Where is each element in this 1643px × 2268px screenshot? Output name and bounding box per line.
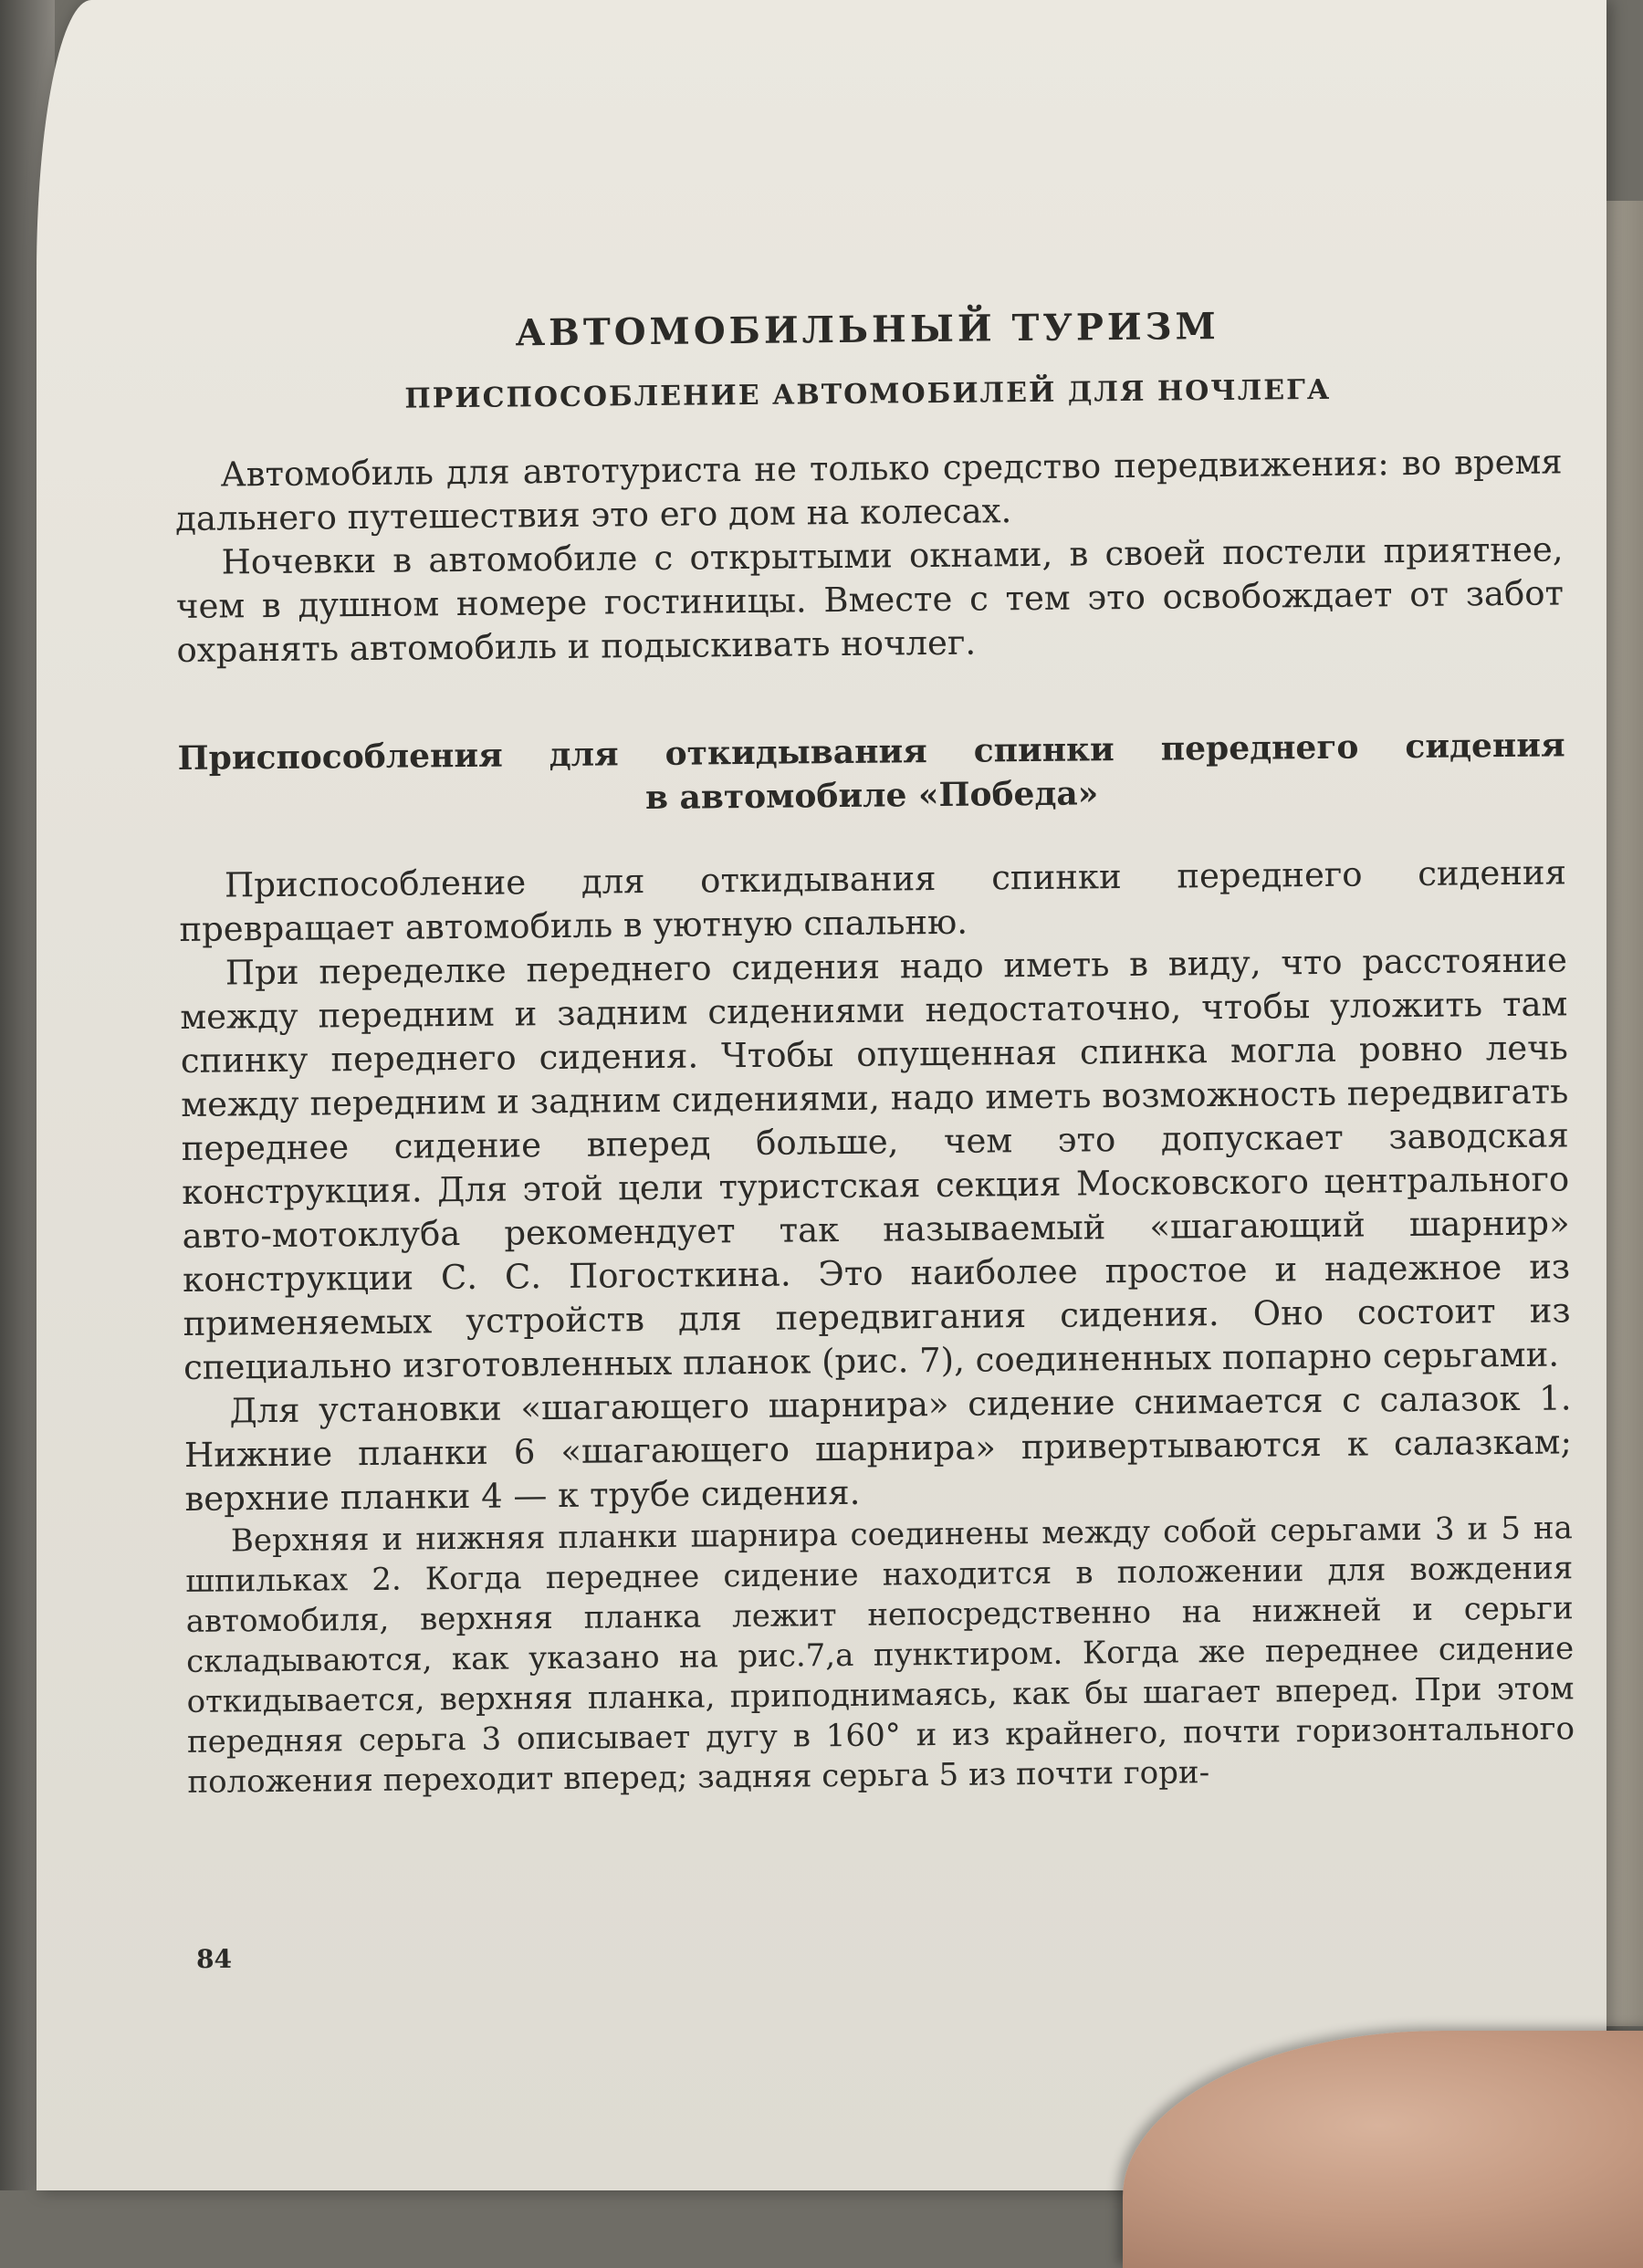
body-paragraph-4: Верхняя и нижняя планки шарнира соединены между собой серьгами 3 и 5 на шпильках 2. Когда переднее сидение находится в положении для вождения автомобиля, верхняя планка лежит непосредственно на нижней и серьги складываются, как указано на рис.7,а пунктиром. Когда же переднее сидение откидывается, верхняя планка, приподнимаясь, как бы шагает вперед. При этом передняя серьга 3 описывает дугу в 160° и из крайнего, почти горизонтального положения переходит вперед; задняя серьга 5 из почти гори- xyxy=(185,1510,1575,1801)
body-paragraph-3: Для установки «шагающего шарнира» сидение снимается с салазок 1. Нижние планки 6 «шагающего шарнира» привертываются к салазкам; верхние планки 4 — к трубе сидения. xyxy=(183,1378,1573,1519)
chapter-subtitle: ПРИСПОСОБЛЕНИЕ АВТОМОБИЛЕЙ ДЛЯ НОЧЛЕГА xyxy=(404,373,1332,415)
section-heading-line-1: Приспособления для откидывания спинки переднего сидения xyxy=(177,726,1565,778)
intro-paragraph-2: Ночевки в автомобиле с открытыми окнами, в своей постели приятнее, чем в душном номере гостиницы. Вместе с тем это освобождает от забот охранять автомобиль и подыскивать ночлег. xyxy=(175,529,1565,670)
chapter-title: АВТОМОБИЛЬНЫЙ ТУРИЗМ xyxy=(515,305,1220,355)
page-content xyxy=(173,301,1575,1803)
body-paragraph-1: Приспособление для откидывания спинки переднего сидения превращает автомобиль в уютную спальню. xyxy=(179,852,1567,949)
section-heading xyxy=(177,723,1565,824)
section-heading-line-2: в автомобиле «Победа» xyxy=(644,774,1099,818)
book-page xyxy=(37,0,1606,2190)
body-paragraph-2: При переделке переднего сидения надо иметь в виду, что расстояние между передним и задним сидениями недостаточно, чтобы уложить там спинку переднего сидения. Чтобы опущенная спинка могла ровно лечь между передним и задним сидениями, надо иметь возможность передвигать переднее сидение вперед больше, чем это допускает заводская конструкция. Для этой цели туристская секция Московского центрального авто-мотоклуба рекомендует так называемый «шагающий шарнир» конструкции С. С. Погосткина. Это наиболее простое и надежное из применяемых устройств для передвигания сидения. Оно состоит из специально изготовленных планок (рис. 7), соединенных попарно серьгами. xyxy=(180,940,1571,1387)
page-number: 84 xyxy=(195,1943,233,1975)
intro-paragraph-1: Автомобиль для автотуриста не только средство передвижения: во время дальнего путешествия это его дом на колесах. xyxy=(174,442,1563,538)
